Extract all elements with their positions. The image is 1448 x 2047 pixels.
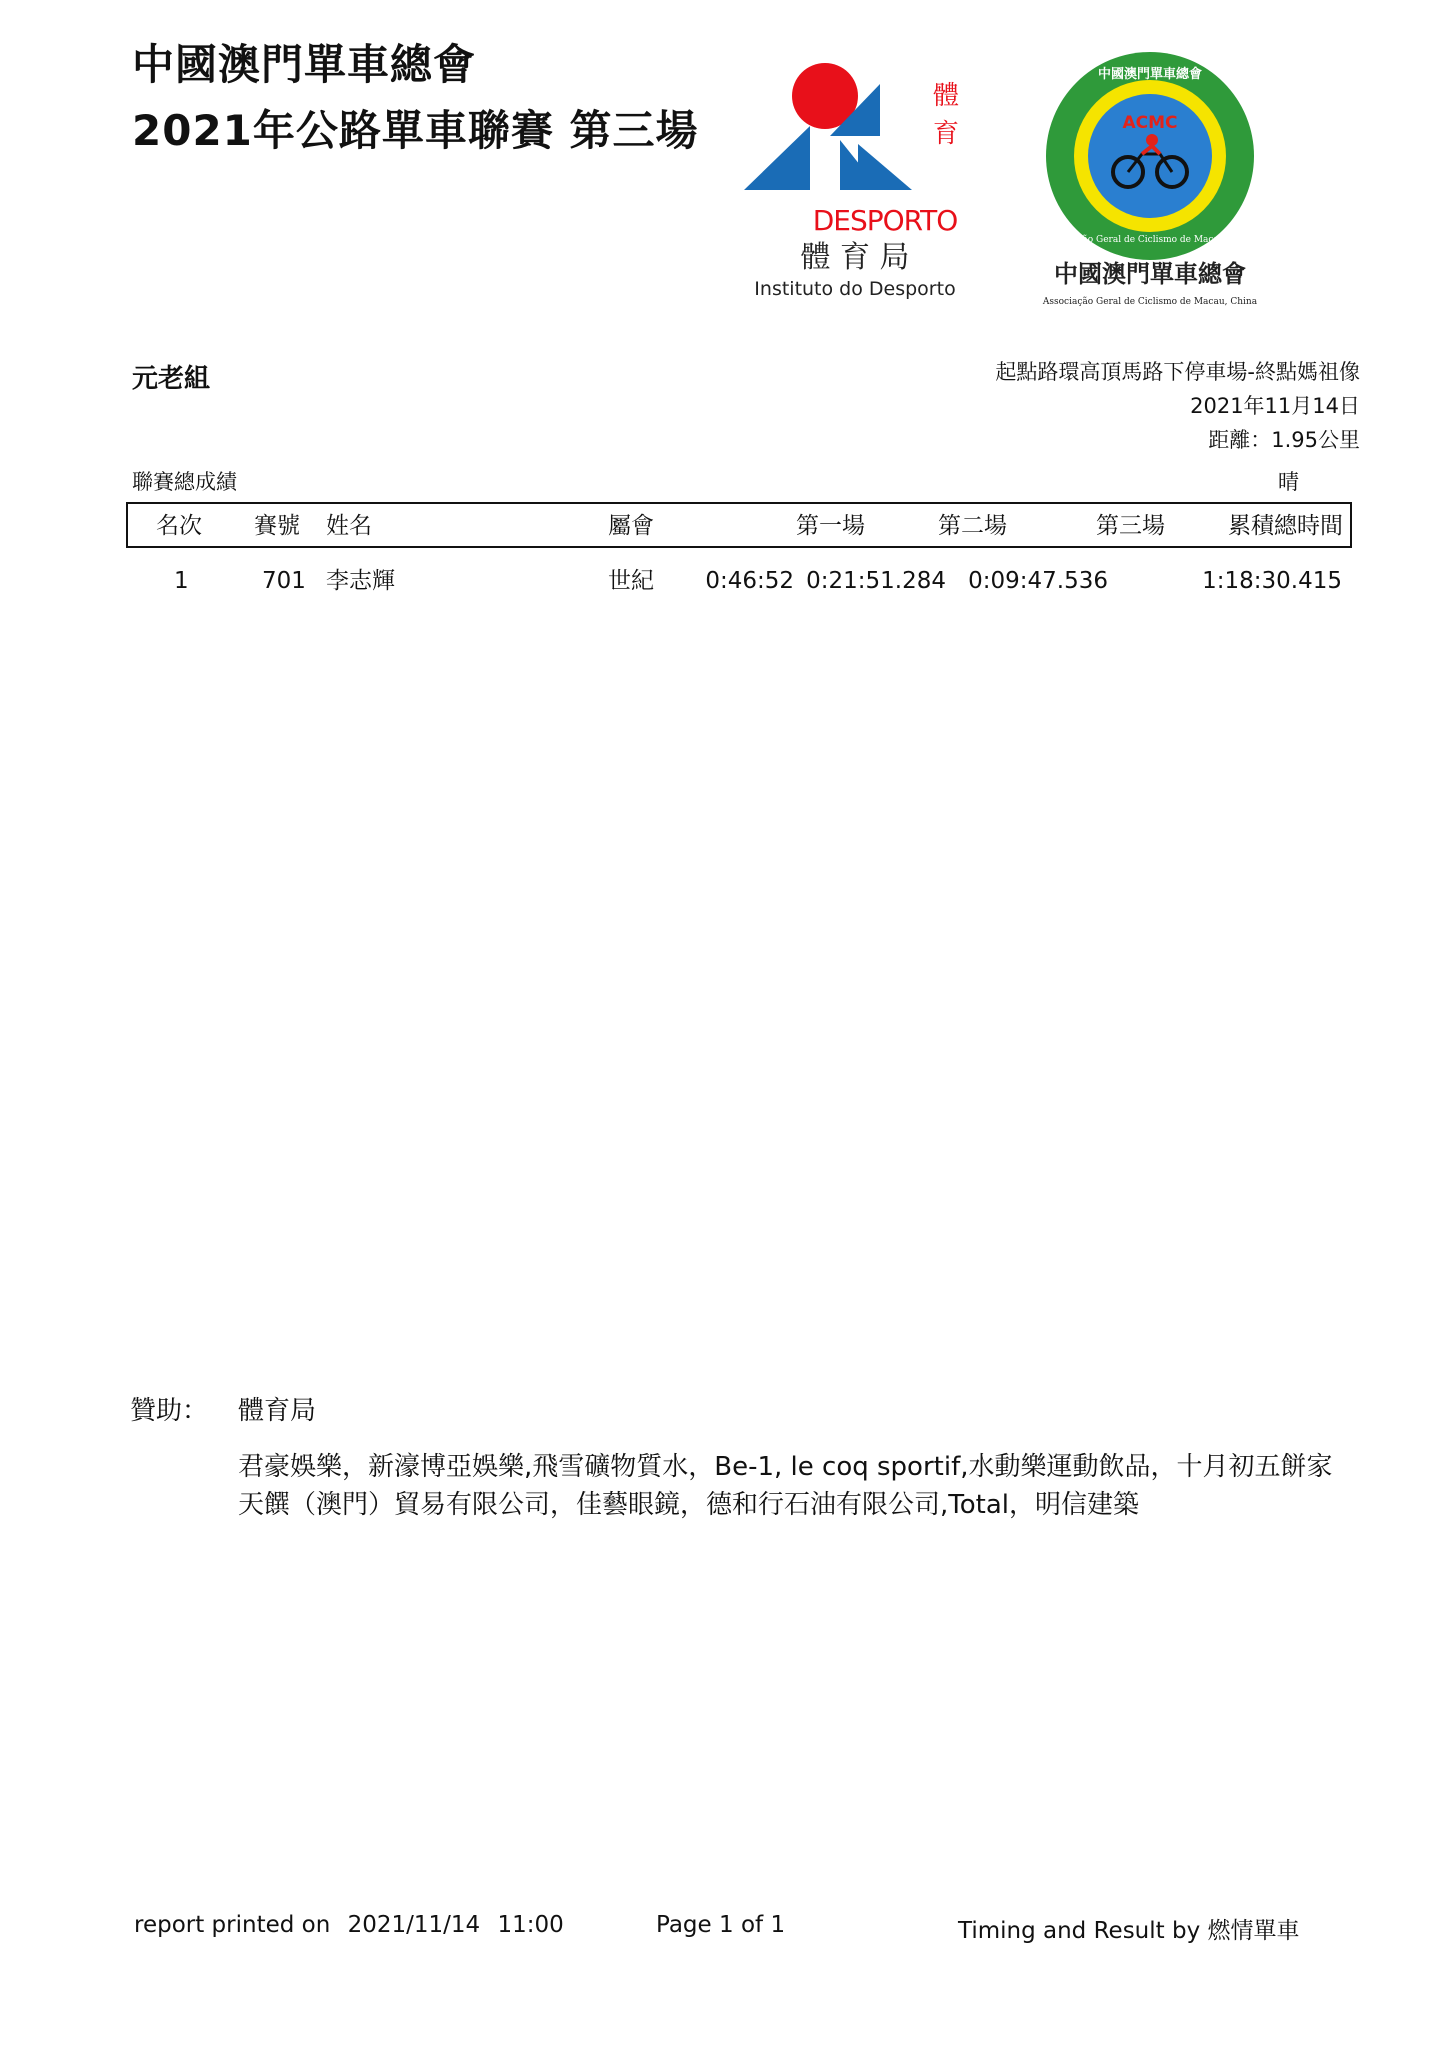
desporto-name-zh: 體 育 局	[800, 240, 910, 275]
cell-race3: 0:09:47.536	[968, 568, 1108, 594]
table-row	[126, 562, 1352, 602]
cell-club: 世紀	[608, 568, 654, 594]
sponsor-label: 贊助：	[130, 1396, 209, 1426]
race-distance: 距離：1.95公里	[1208, 428, 1360, 452]
race-date: 2021年11月14日	[1190, 394, 1360, 418]
footer-page-label: Page	[656, 1912, 712, 1938]
cell-total: 1:18:30.415	[1202, 568, 1342, 594]
desporto-mark-text-1: 體	[932, 81, 960, 111]
cell-rank: 1	[174, 568, 189, 594]
header-race3: 第三場	[1096, 513, 1165, 539]
acmc-logo	[1030, 52, 1270, 312]
sponsor-list	[238, 1448, 1358, 1524]
desporto-logo	[740, 52, 990, 302]
footer-page	[656, 1912, 785, 1938]
acmc-name-zh: 中國澳門單車總會	[1054, 259, 1246, 288]
footer-timing-by: 燃情單車	[1207, 1918, 1300, 1944]
acmc-name-pt: Associação Geral de Ciclismo de Macau, China	[1042, 297, 1258, 307]
sponsor-list-line1: 君豪娛樂，新濠博亞娛樂,飛雪礦物質水，Be-1, le coq sportif,水動樂運動飲品，十月初五餅家	[238, 1452, 1333, 1482]
cell-race2: 0:21:51.284	[806, 568, 946, 594]
header-club: 屬會	[608, 513, 654, 539]
race-route: 起點路環高頂馬路下停車場-終點媽祖像	[995, 360, 1360, 384]
footer-page-of: of	[740, 1912, 764, 1938]
header-race1: 第一場	[796, 513, 865, 539]
cell-bib: 701	[262, 568, 306, 594]
desporto-mark-text-2: 育	[932, 119, 960, 149]
sponsor-main: 體育局	[238, 1396, 317, 1426]
footer-printed-date: 2021/11/14	[347, 1912, 481, 1938]
page-title-line2: 2021年公路單車聯賽 第三場	[132, 106, 699, 155]
acmc-ring-top-text: 中國澳門單車總會	[1097, 67, 1203, 82]
acmc-abbr-text: ACMC	[1122, 113, 1178, 133]
footer-printed	[134, 1912, 564, 1938]
overall-results-label: 聯賽總成績	[132, 470, 237, 494]
header-total: 累積總時間	[1228, 513, 1343, 539]
acmc-ring-pt-text: Associação Geral de Ciclismo de Macau, China	[1042, 235, 1258, 245]
header-race2: 第二場	[938, 513, 1007, 539]
cell-name: 李志輝	[326, 568, 395, 594]
footer-timing	[958, 1912, 1300, 1945]
footer-printed-time: 11:00	[497, 1912, 564, 1938]
desporto-name-pt: Instituto do Desporto	[754, 278, 956, 300]
category-label: 元老組	[132, 364, 211, 394]
results-table-header	[126, 502, 1352, 548]
footer-page-total: 1	[770, 1912, 786, 1938]
footer-timing-label: Timing and Result by	[958, 1918, 1201, 1944]
sponsor-list-line2: 天饌（澳門）貿易有限公司，佳藝眼鏡，德和行石油有限公司,Total，明信建築	[238, 1490, 1139, 1520]
page-title-line1: 中國澳門單車總會	[132, 40, 477, 89]
footer-printed-label: report printed on	[134, 1912, 331, 1938]
header-rank: 名次	[156, 513, 202, 539]
cell-race1: 0:46:52	[705, 568, 794, 594]
footer-page-num: 1	[719, 1912, 734, 1938]
header-name: 姓名	[326, 513, 372, 539]
weather-label: 晴	[1278, 470, 1299, 494]
desporto-brand-text: DESPORTO	[812, 204, 958, 237]
header-bib: 賽號	[254, 513, 300, 539]
